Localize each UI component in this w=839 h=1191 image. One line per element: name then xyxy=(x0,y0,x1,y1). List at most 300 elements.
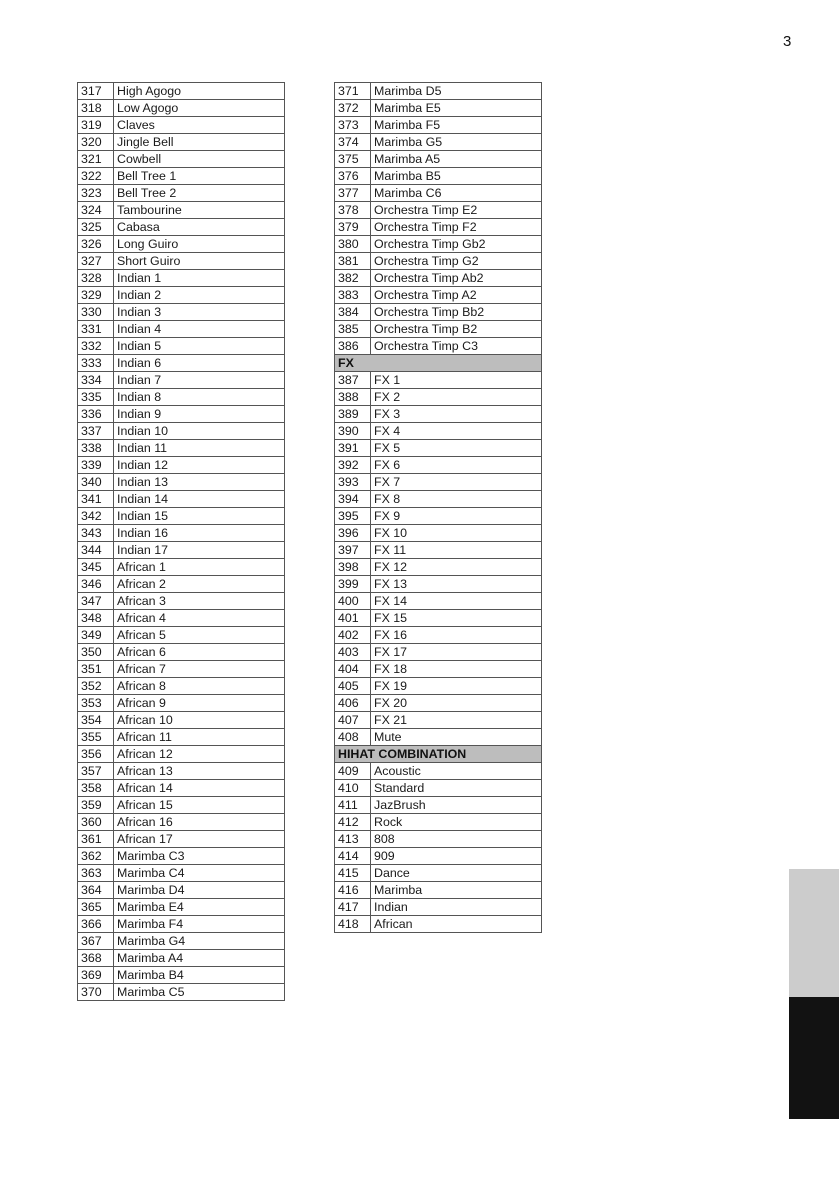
voice-number: 368 xyxy=(78,950,114,967)
voice-name: Long Guiro xyxy=(114,236,285,253)
voice-name: Cowbell xyxy=(114,151,285,168)
voice-name: Short Guiro xyxy=(114,253,285,270)
table-row xyxy=(335,168,542,185)
voice-number: 326 xyxy=(78,236,114,253)
table-row xyxy=(78,474,285,491)
voice-number: 324 xyxy=(78,202,114,219)
table-row xyxy=(335,202,542,219)
table-row xyxy=(78,321,285,338)
table-row xyxy=(78,372,285,389)
table-row xyxy=(78,916,285,933)
table-row xyxy=(78,950,285,967)
voice-name: FX 1 xyxy=(371,372,542,389)
voice-name: Indian 1 xyxy=(114,270,285,287)
voice-number: 410 xyxy=(335,780,371,797)
table-row xyxy=(335,83,542,100)
table-row xyxy=(78,389,285,406)
voice-name: Orchestra Timp G2 xyxy=(371,253,542,270)
voice-number: 388 xyxy=(335,389,371,406)
voice-number: 371 xyxy=(335,83,371,100)
voice-number: 339 xyxy=(78,457,114,474)
table-row xyxy=(78,440,285,457)
voice-name: Marimba G5 xyxy=(371,134,542,151)
table-row xyxy=(78,525,285,542)
voice-number: 347 xyxy=(78,593,114,610)
voice-name: Marimba F4 xyxy=(114,916,285,933)
voice-number: 409 xyxy=(335,763,371,780)
voice-name: FX 4 xyxy=(371,423,542,440)
table-row xyxy=(78,814,285,831)
voice-name: FX 16 xyxy=(371,627,542,644)
table-row xyxy=(335,576,542,593)
table-row xyxy=(335,916,542,933)
voice-number: 353 xyxy=(78,695,114,712)
table-row xyxy=(335,814,542,831)
table-row xyxy=(78,712,285,729)
voice-number: 373 xyxy=(335,117,371,134)
table-row xyxy=(335,661,542,678)
voice-number: 356 xyxy=(78,746,114,763)
voice-name: African 6 xyxy=(114,644,285,661)
voice-number: 406 xyxy=(335,695,371,712)
voice-name: Orchestra Timp F2 xyxy=(371,219,542,236)
voice-name: FX 13 xyxy=(371,576,542,593)
table-row xyxy=(78,576,285,593)
table-row xyxy=(78,899,285,916)
table-row xyxy=(335,899,542,916)
voice-name: African 15 xyxy=(114,797,285,814)
voice-number: 403 xyxy=(335,644,371,661)
table-row xyxy=(78,219,285,236)
table-row xyxy=(78,984,285,1001)
table-row xyxy=(335,219,542,236)
table-row xyxy=(78,270,285,287)
voice-number: 389 xyxy=(335,406,371,423)
voice-number: 317 xyxy=(78,83,114,100)
voice-number: 328 xyxy=(78,270,114,287)
voice-number: 392 xyxy=(335,457,371,474)
voice-name: JazBrush xyxy=(371,797,542,814)
voice-number: 412 xyxy=(335,814,371,831)
table-row xyxy=(335,440,542,457)
voice-name: Indian 12 xyxy=(114,457,285,474)
voice-number: 384 xyxy=(335,304,371,321)
table-row xyxy=(335,627,542,644)
table-row xyxy=(78,202,285,219)
table-row xyxy=(335,406,542,423)
voice-name: Marimba C4 xyxy=(114,865,285,882)
voice-name: African 4 xyxy=(114,610,285,627)
voice-number: 397 xyxy=(335,542,371,559)
voice-number: 362 xyxy=(78,848,114,865)
voice-name: FX 19 xyxy=(371,678,542,695)
voice-name: African 16 xyxy=(114,814,285,831)
voice-number: 333 xyxy=(78,355,114,372)
voice-name: African 14 xyxy=(114,780,285,797)
table-row xyxy=(335,593,542,610)
table-row xyxy=(335,695,542,712)
table-row xyxy=(78,848,285,865)
voice-number: 379 xyxy=(335,219,371,236)
voice-name: Rock xyxy=(371,814,542,831)
table-row xyxy=(335,372,542,389)
voice-number: 417 xyxy=(335,899,371,916)
voice-name: FX 11 xyxy=(371,542,542,559)
table-row xyxy=(335,848,542,865)
voice-name: Marimba C5 xyxy=(114,984,285,1001)
voice-number: 355 xyxy=(78,729,114,746)
voice-name: Bell Tree 1 xyxy=(114,168,285,185)
voice-number: 360 xyxy=(78,814,114,831)
voice-number: 364 xyxy=(78,882,114,899)
table-row xyxy=(78,83,285,100)
voice-name: 808 xyxy=(371,831,542,848)
voice-number: 340 xyxy=(78,474,114,491)
table-row xyxy=(78,304,285,321)
table-row xyxy=(78,117,285,134)
table-row xyxy=(78,644,285,661)
table-row xyxy=(78,508,285,525)
voice-name: FX 6 xyxy=(371,457,542,474)
table-row xyxy=(335,423,542,440)
voice-number: 416 xyxy=(335,882,371,899)
voice-number: 386 xyxy=(335,338,371,355)
voice-name: FX 17 xyxy=(371,644,542,661)
voice-number: 335 xyxy=(78,389,114,406)
side-tab-black xyxy=(789,997,839,1119)
voice-name: African 10 xyxy=(114,712,285,729)
table-row xyxy=(78,559,285,576)
voice-name: Indian xyxy=(371,899,542,916)
voice-number: 327 xyxy=(78,253,114,270)
voice-number: 390 xyxy=(335,423,371,440)
voice-number: 380 xyxy=(335,236,371,253)
table-row xyxy=(335,457,542,474)
table-row xyxy=(78,678,285,695)
voice-name: Indian 16 xyxy=(114,525,285,542)
table-row xyxy=(78,338,285,355)
voice-name: FX 2 xyxy=(371,389,542,406)
table-row xyxy=(78,134,285,151)
table-row xyxy=(78,253,285,270)
table-row xyxy=(78,661,285,678)
table-row xyxy=(78,865,285,882)
voice-name: Marimba xyxy=(371,882,542,899)
section-header-label: HIHAT COMBINATION xyxy=(335,746,542,763)
voice-name: Low Agogo xyxy=(114,100,285,117)
table-row xyxy=(335,270,542,287)
voice-number: 374 xyxy=(335,134,371,151)
table-row xyxy=(335,508,542,525)
table-row xyxy=(78,763,285,780)
table-row xyxy=(335,542,542,559)
voice-number: 394 xyxy=(335,491,371,508)
voice-name: Indian 6 xyxy=(114,355,285,372)
voice-name: FX 12 xyxy=(371,559,542,576)
voice-number: 319 xyxy=(78,117,114,134)
voice-name: Marimba C6 xyxy=(371,185,542,202)
voice-number: 342 xyxy=(78,508,114,525)
voice-number: 365 xyxy=(78,899,114,916)
side-tab-gray xyxy=(789,869,839,997)
voice-number: 346 xyxy=(78,576,114,593)
voice-name: African 7 xyxy=(114,661,285,678)
voice-name: Marimba B4 xyxy=(114,967,285,984)
voice-number: 383 xyxy=(335,287,371,304)
table-row xyxy=(335,321,542,338)
voice-name: Dance xyxy=(371,865,542,882)
table-row xyxy=(335,474,542,491)
voice-number: 411 xyxy=(335,797,371,814)
voice-name: FX 5 xyxy=(371,440,542,457)
voice-number: 348 xyxy=(78,610,114,627)
voice-number: 385 xyxy=(335,321,371,338)
voice-name: Marimba G4 xyxy=(114,933,285,950)
voice-name: African 2 xyxy=(114,576,285,593)
voice-name: African 9 xyxy=(114,695,285,712)
table-row xyxy=(78,355,285,372)
voice-name: Indian 5 xyxy=(114,338,285,355)
voice-number: 370 xyxy=(78,984,114,1001)
table-row xyxy=(78,287,285,304)
table-row xyxy=(78,695,285,712)
voice-name: Orchestra Timp C3 xyxy=(371,338,542,355)
section-header xyxy=(335,746,542,763)
voice-number: 318 xyxy=(78,100,114,117)
table-row xyxy=(335,304,542,321)
page-number: 3 xyxy=(783,33,792,50)
voice-name: Marimba F5 xyxy=(371,117,542,134)
voice-number: 402 xyxy=(335,627,371,644)
voice-number: 391 xyxy=(335,440,371,457)
voice-number: 351 xyxy=(78,661,114,678)
voice-number: 418 xyxy=(335,916,371,933)
voice-name: Standard xyxy=(371,780,542,797)
voice-name: Indian 13 xyxy=(114,474,285,491)
voice-number: 325 xyxy=(78,219,114,236)
voice-name: Orchestra Timp Gb2 xyxy=(371,236,542,253)
table-row xyxy=(78,168,285,185)
voice-number: 338 xyxy=(78,440,114,457)
voice-number: 366 xyxy=(78,916,114,933)
voice-number: 369 xyxy=(78,967,114,984)
voice-name: Indian 17 xyxy=(114,542,285,559)
voice-number: 400 xyxy=(335,593,371,610)
voice-number: 393 xyxy=(335,474,371,491)
voice-name: Indian 8 xyxy=(114,389,285,406)
table-row xyxy=(78,627,285,644)
voice-name: Indian 10 xyxy=(114,423,285,440)
voice-name: Jingle Bell xyxy=(114,134,285,151)
voice-number: 358 xyxy=(78,780,114,797)
table-row xyxy=(335,151,542,168)
voice-number: 396 xyxy=(335,525,371,542)
voice-number: 323 xyxy=(78,185,114,202)
voice-name: FX 18 xyxy=(371,661,542,678)
table-row xyxy=(78,933,285,950)
voice-number: 398 xyxy=(335,559,371,576)
voice-number: 408 xyxy=(335,729,371,746)
voice-number: 404 xyxy=(335,661,371,678)
voice-name: African 13 xyxy=(114,763,285,780)
table-row xyxy=(78,610,285,627)
voice-number: 336 xyxy=(78,406,114,423)
voice-number: 343 xyxy=(78,525,114,542)
voice-name: FX 14 xyxy=(371,593,542,610)
voice-number: 361 xyxy=(78,831,114,848)
voice-number: 341 xyxy=(78,491,114,508)
table-row xyxy=(335,185,542,202)
voice-name: Indian 3 xyxy=(114,304,285,321)
table-row xyxy=(335,134,542,151)
voice-number: 405 xyxy=(335,678,371,695)
table-row xyxy=(78,797,285,814)
voice-name: African 1 xyxy=(114,559,285,576)
table-row xyxy=(335,797,542,814)
table-row xyxy=(335,865,542,882)
table-row xyxy=(335,831,542,848)
voice-number: 381 xyxy=(335,253,371,270)
table-row xyxy=(335,712,542,729)
table-row xyxy=(335,780,542,797)
table-row xyxy=(78,593,285,610)
table-row xyxy=(78,457,285,474)
table-row xyxy=(78,882,285,899)
voice-name: Indian 11 xyxy=(114,440,285,457)
voice-number: 375 xyxy=(335,151,371,168)
voice-number: 395 xyxy=(335,508,371,525)
voice-name: Marimba D4 xyxy=(114,882,285,899)
voice-number: 357 xyxy=(78,763,114,780)
voice-name: Orchestra Timp B2 xyxy=(371,321,542,338)
voice-name: FX 10 xyxy=(371,525,542,542)
voice-name: Marimba B5 xyxy=(371,168,542,185)
voice-number: 414 xyxy=(335,848,371,865)
voice-number: 322 xyxy=(78,168,114,185)
voice-number: 359 xyxy=(78,797,114,814)
table-row xyxy=(335,287,542,304)
table-row xyxy=(78,100,285,117)
table-row xyxy=(78,780,285,797)
voice-number: 321 xyxy=(78,151,114,168)
table-row xyxy=(335,610,542,627)
voice-name: Indian 4 xyxy=(114,321,285,338)
voice-number: 330 xyxy=(78,304,114,321)
table-row xyxy=(78,491,285,508)
table-row xyxy=(335,729,542,746)
voice-name: Indian 9 xyxy=(114,406,285,423)
voice-name: African 11 xyxy=(114,729,285,746)
table-row xyxy=(335,644,542,661)
voice-number: 345 xyxy=(78,559,114,576)
voice-number: 331 xyxy=(78,321,114,338)
voice-number: 377 xyxy=(335,185,371,202)
voice-name: Marimba A5 xyxy=(371,151,542,168)
voice-number: 344 xyxy=(78,542,114,559)
voice-name: African xyxy=(371,916,542,933)
voice-number: 387 xyxy=(335,372,371,389)
voice-table-left xyxy=(77,82,285,1001)
voice-name: Marimba E5 xyxy=(371,100,542,117)
table-row xyxy=(335,338,542,355)
table-row xyxy=(78,185,285,202)
voice-number: 320 xyxy=(78,134,114,151)
voice-name: Orchestra Timp Ab2 xyxy=(371,270,542,287)
section-header xyxy=(335,355,542,372)
voice-name: Claves xyxy=(114,117,285,134)
voice-name: Tambourine xyxy=(114,202,285,219)
voice-number: 413 xyxy=(335,831,371,848)
voice-name: Cabasa xyxy=(114,219,285,236)
table-row xyxy=(78,542,285,559)
table-row xyxy=(78,729,285,746)
table-row xyxy=(335,882,542,899)
table-row xyxy=(78,746,285,763)
table-row xyxy=(78,831,285,848)
voice-name: Marimba C3 xyxy=(114,848,285,865)
voice-number: 415 xyxy=(335,865,371,882)
voice-number: 363 xyxy=(78,865,114,882)
voice-number: 372 xyxy=(335,100,371,117)
table-row xyxy=(335,117,542,134)
voice-name: Indian 2 xyxy=(114,287,285,304)
voice-name: African 17 xyxy=(114,831,285,848)
table-row xyxy=(335,525,542,542)
voice-number: 382 xyxy=(335,270,371,287)
voice-name: Orchestra Timp A2 xyxy=(371,287,542,304)
voice-name: Orchestra Timp Bb2 xyxy=(371,304,542,321)
table-row xyxy=(335,559,542,576)
voice-number: 349 xyxy=(78,627,114,644)
voice-name: Acoustic xyxy=(371,763,542,780)
voice-number: 378 xyxy=(335,202,371,219)
table-row xyxy=(335,678,542,695)
voice-name: FX 8 xyxy=(371,491,542,508)
voice-name: African 5 xyxy=(114,627,285,644)
voice-name: High Agogo xyxy=(114,83,285,100)
voice-number: 376 xyxy=(335,168,371,185)
voice-number: 332 xyxy=(78,338,114,355)
table-row xyxy=(335,389,542,406)
voice-name: FX 9 xyxy=(371,508,542,525)
voice-name: Indian 7 xyxy=(114,372,285,389)
table-row xyxy=(335,236,542,253)
voice-number: 399 xyxy=(335,576,371,593)
table-row xyxy=(78,236,285,253)
voice-name: Indian 15 xyxy=(114,508,285,525)
voice-name: Marimba D5 xyxy=(371,83,542,100)
voice-name: African 3 xyxy=(114,593,285,610)
voice-number: 407 xyxy=(335,712,371,729)
voice-number: 354 xyxy=(78,712,114,729)
voice-name: FX 3 xyxy=(371,406,542,423)
voice-name: Indian 14 xyxy=(114,491,285,508)
voice-number: 329 xyxy=(78,287,114,304)
voice-number: 334 xyxy=(78,372,114,389)
table-row xyxy=(335,253,542,270)
voice-name: African 12 xyxy=(114,746,285,763)
voice-name: FX 20 xyxy=(371,695,542,712)
table-row xyxy=(78,406,285,423)
table-row xyxy=(335,491,542,508)
table-row xyxy=(335,763,542,780)
voice-name: Bell Tree 2 xyxy=(114,185,285,202)
section-header-label: FX xyxy=(335,355,542,372)
voice-name: Orchestra Timp E2 xyxy=(371,202,542,219)
table-row xyxy=(78,151,285,168)
table-row xyxy=(335,100,542,117)
voice-number: 401 xyxy=(335,610,371,627)
